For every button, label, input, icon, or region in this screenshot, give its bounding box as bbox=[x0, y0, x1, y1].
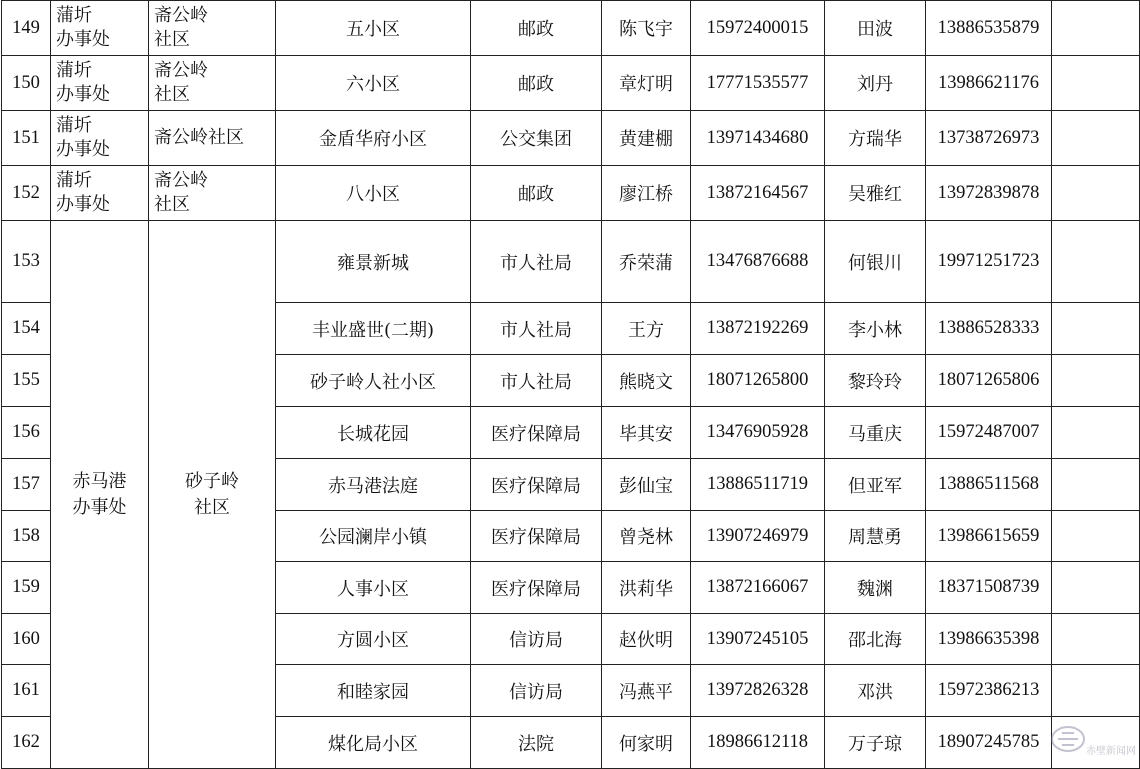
office-cell: 蒲圻 办事处 bbox=[51, 1, 149, 56]
row-number-cell: 153 bbox=[2, 221, 51, 303]
contact1-cell: 陈飞宇 bbox=[602, 1, 691, 56]
row-number-cell: 161 bbox=[2, 665, 51, 717]
contact2-cell: 但亚军 bbox=[825, 459, 926, 511]
phone2-cell: 18371508739 bbox=[926, 562, 1052, 614]
phone1-cell: 13872166067 bbox=[691, 562, 825, 614]
unit-cell: 医疗保障局 bbox=[471, 562, 602, 614]
estate-cell: 六小区 bbox=[276, 56, 471, 111]
blank-cell bbox=[1052, 562, 1140, 614]
estate-cell: 金盾华府小区 bbox=[276, 111, 471, 166]
blank-cell bbox=[1052, 221, 1140, 303]
phone2-cell: 13886528333 bbox=[926, 303, 1052, 355]
estate-cell: 煤化局小区 bbox=[276, 717, 471, 769]
contact1-cell: 洪莉华 bbox=[602, 562, 691, 614]
phone1-cell: 13872164567 bbox=[691, 166, 825, 221]
blank-cell bbox=[1052, 459, 1140, 511]
contact1-cell: 王方 bbox=[602, 303, 691, 355]
phone2-cell: 13972839878 bbox=[926, 166, 1052, 221]
contact1-cell: 彭仙宝 bbox=[602, 459, 691, 511]
unit-cell: 医疗保障局 bbox=[471, 459, 602, 511]
table-row bbox=[2, 1, 1140, 56]
contact1-cell: 冯燕平 bbox=[602, 665, 691, 717]
blank-cell bbox=[1052, 111, 1140, 166]
blank-cell bbox=[1052, 355, 1140, 407]
contact1-cell: 毕其安 bbox=[602, 407, 691, 459]
row-number-cell: 162 bbox=[2, 717, 51, 769]
contact2-cell: 黎玲玲 bbox=[825, 355, 926, 407]
table-row bbox=[2, 166, 1140, 221]
blank-cell bbox=[1052, 665, 1140, 717]
contact2-cell: 何银川 bbox=[825, 221, 926, 303]
contact1-cell: 赵伙明 bbox=[602, 614, 691, 665]
contact2-cell: 马重庆 bbox=[825, 407, 926, 459]
contact1-cell: 何家明 bbox=[602, 717, 691, 769]
community-cell: 斋公岭社区 bbox=[149, 111, 276, 166]
contact1-cell: 黄建棚 bbox=[602, 111, 691, 166]
unit-cell: 邮政 bbox=[471, 1, 602, 56]
phone2-cell: 13886535879 bbox=[926, 1, 1052, 56]
contact2-cell: 方瑞华 bbox=[825, 111, 926, 166]
row-number-cell: 160 bbox=[2, 614, 51, 665]
phone1-cell: 13972826328 bbox=[691, 665, 825, 717]
unit-cell: 公交集团 bbox=[471, 111, 602, 166]
contact2-cell: 田波 bbox=[825, 1, 926, 56]
community-cell: 斋公岭 社区 bbox=[149, 1, 276, 56]
phone2-cell: 13886511568 bbox=[926, 459, 1052, 511]
phone1-cell: 18986612118 bbox=[691, 717, 825, 769]
phone2-cell: 13738726973 bbox=[926, 111, 1052, 166]
community-cell: 斋公岭 社区 bbox=[149, 56, 276, 111]
unit-cell: 邮政 bbox=[471, 166, 602, 221]
phone1-cell: 17771535577 bbox=[691, 56, 825, 111]
table-row bbox=[2, 111, 1140, 166]
blank-cell bbox=[1052, 614, 1140, 665]
row-number-cell: 150 bbox=[2, 56, 51, 111]
phone1-cell: 18071265800 bbox=[691, 355, 825, 407]
unit-cell: 市人社局 bbox=[471, 355, 602, 407]
contact1-cell: 章灯明 bbox=[602, 56, 691, 111]
row-number-cell: 152 bbox=[2, 166, 51, 221]
phone2-cell: 18907245785 bbox=[926, 717, 1052, 769]
contact2-cell: 万子琼 bbox=[825, 717, 926, 769]
contact1-cell: 熊晓文 bbox=[602, 355, 691, 407]
phone1-cell: 13476905928 bbox=[691, 407, 825, 459]
unit-cell: 市人社局 bbox=[471, 303, 602, 355]
estate-cell: 丰业盛世(二期) bbox=[276, 303, 471, 355]
office-cell: 蒲圻 办事处 bbox=[51, 111, 149, 166]
phone2-cell: 19971251723 bbox=[926, 221, 1052, 303]
estate-cell: 公园澜岸小镇 bbox=[276, 511, 471, 562]
contact1-cell: 乔荣蒲 bbox=[602, 221, 691, 303]
estate-cell: 人事小区 bbox=[276, 562, 471, 614]
contact1-cell: 曾尧林 bbox=[602, 511, 691, 562]
table-body bbox=[2, 1, 1140, 769]
phone2-cell: 13986635398 bbox=[926, 614, 1052, 665]
estate-cell: 方圆小区 bbox=[276, 614, 471, 665]
office-cell: 蒲圻 办事处 bbox=[51, 166, 149, 221]
unit-cell: 医疗保障局 bbox=[471, 511, 602, 562]
row-number-cell: 156 bbox=[2, 407, 51, 459]
estate-cell: 长城花园 bbox=[276, 407, 471, 459]
blank-cell bbox=[1052, 166, 1140, 221]
estate-cell: 砂子岭人社小区 bbox=[276, 355, 471, 407]
row-number-cell: 159 bbox=[2, 562, 51, 614]
estate-cell: 赤马港法庭 bbox=[276, 459, 471, 511]
watermark-text: 赤壁新闻网 bbox=[1086, 746, 1136, 757]
unit-cell: 信访局 bbox=[471, 614, 602, 665]
phone2-cell: 18071265806 bbox=[926, 355, 1052, 407]
row-number-cell: 149 bbox=[2, 1, 51, 56]
office-cell: 蒲圻 办事处 bbox=[51, 56, 149, 111]
office-cell: 赤马港 办事处 bbox=[51, 221, 149, 769]
phone1-cell: 15972400015 bbox=[691, 1, 825, 56]
unit-cell: 邮政 bbox=[471, 56, 602, 111]
contact2-cell: 周慧勇 bbox=[825, 511, 926, 562]
unit-cell: 信访局 bbox=[471, 665, 602, 717]
contact1-cell: 廖江桥 bbox=[602, 166, 691, 221]
contact-table bbox=[1, 0, 1140, 769]
contact2-cell: 刘丹 bbox=[825, 56, 926, 111]
estate-cell: 雍景新城 bbox=[276, 221, 471, 303]
phone1-cell: 13872192269 bbox=[691, 303, 825, 355]
blank-cell bbox=[1052, 56, 1140, 111]
blank-cell bbox=[1052, 511, 1140, 562]
row-number-cell: 151 bbox=[2, 111, 51, 166]
estate-cell: 和睦家园 bbox=[276, 665, 471, 717]
row-number-cell: 154 bbox=[2, 303, 51, 355]
phone2-cell: 15972386213 bbox=[926, 665, 1052, 717]
unit-cell: 市人社局 bbox=[471, 221, 602, 303]
blank-cell bbox=[1052, 303, 1140, 355]
table-row bbox=[2, 221, 1140, 303]
contact2-cell: 邵北海 bbox=[825, 614, 926, 665]
row-number-cell: 157 bbox=[2, 459, 51, 511]
phone1-cell: 13907246979 bbox=[691, 511, 825, 562]
contact2-cell: 邓洪 bbox=[825, 665, 926, 717]
community-cell: 斋公岭 社区 bbox=[149, 166, 276, 221]
blank-cell bbox=[1052, 407, 1140, 459]
estate-cell: 五小区 bbox=[276, 1, 471, 56]
row-number-cell: 158 bbox=[2, 511, 51, 562]
phone1-cell: 13886511719 bbox=[691, 459, 825, 511]
row-number-cell: 155 bbox=[2, 355, 51, 407]
contact2-cell: 吴雅红 bbox=[825, 166, 926, 221]
phone1-cell: 13971434680 bbox=[691, 111, 825, 166]
table-row bbox=[2, 56, 1140, 111]
community-cell: 砂子岭 社区 bbox=[149, 221, 276, 769]
unit-cell: 法院 bbox=[471, 717, 602, 769]
contact2-cell: 李小林 bbox=[825, 303, 926, 355]
phone1-cell: 13476876688 bbox=[691, 221, 825, 303]
estate-cell: 八小区 bbox=[276, 166, 471, 221]
phone2-cell: 13986621176 bbox=[926, 56, 1052, 111]
unit-cell: 医疗保障局 bbox=[471, 407, 602, 459]
phone1-cell: 13907245105 bbox=[691, 614, 825, 665]
contact2-cell: 魏渊 bbox=[825, 562, 926, 614]
blank-cell bbox=[1052, 1, 1140, 56]
phone2-cell: 15972487007 bbox=[926, 407, 1052, 459]
phone2-cell: 13986615659 bbox=[926, 511, 1052, 562]
